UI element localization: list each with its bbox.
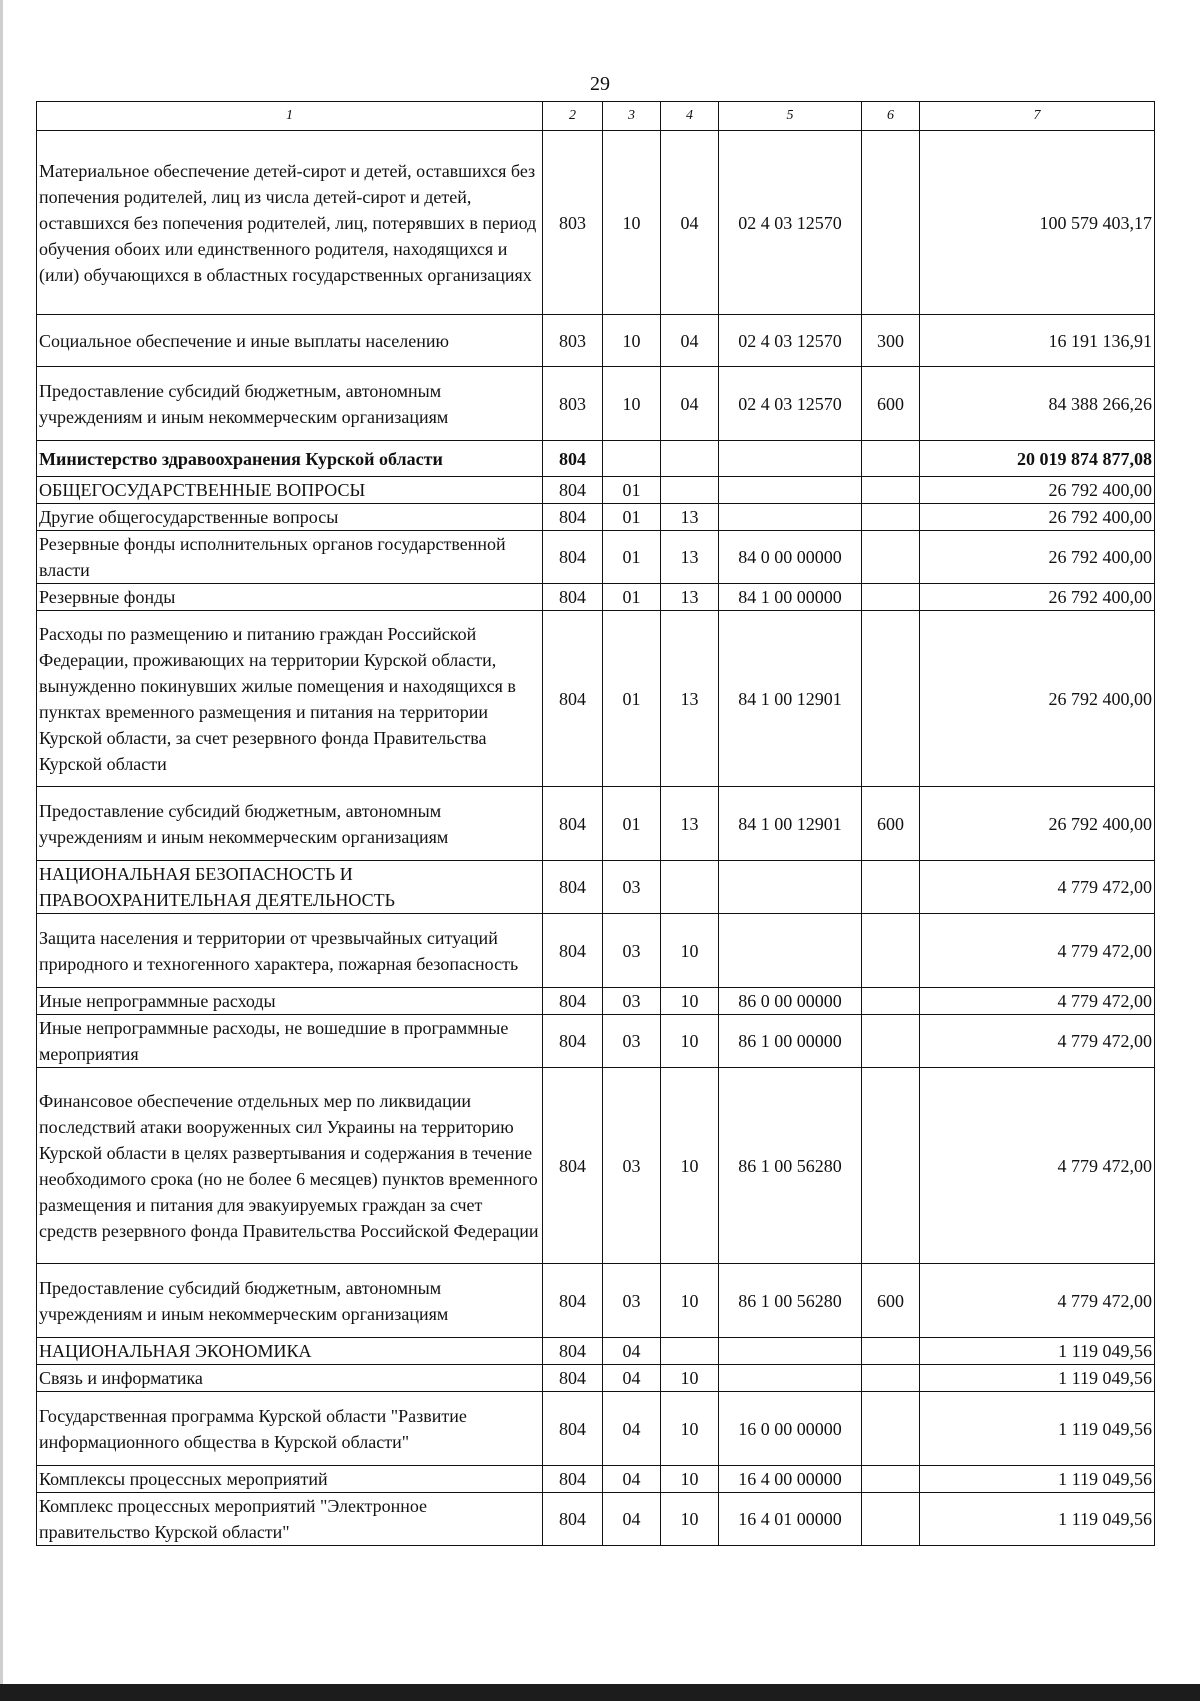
row-expense-type-cell xyxy=(862,1068,920,1264)
row-amount-cell: 100 579 403,17 xyxy=(920,131,1155,315)
row-name-cell: Иные непрограммные расходы xyxy=(37,988,543,1015)
row-gov-code-cell: 804 xyxy=(543,1466,603,1493)
row-section-cell: 03 xyxy=(603,861,661,914)
row-amount-cell: 16 191 136,91 xyxy=(920,315,1155,367)
row-gov-code-cell: 804 xyxy=(543,1365,603,1392)
row-expense-type-cell xyxy=(862,1015,920,1068)
row-target-article-cell: 16 4 01 00000 xyxy=(719,1493,862,1546)
row-name-cell: Государственная программа Курской области "Развитие информационного общества в Курской области" xyxy=(37,1392,543,1466)
header-col-1: 1 xyxy=(37,102,543,131)
row-subsection-cell: 10 xyxy=(661,1015,719,1068)
row-target-article-cell xyxy=(719,441,862,477)
row-name-cell: Министерство здравоохранения Курской области xyxy=(37,441,543,477)
row-target-article-cell xyxy=(719,914,862,988)
row-name-cell: НАЦИОНАЛЬНАЯ ЭКОНОМИКА xyxy=(37,1338,543,1365)
row-expense-type-cell xyxy=(862,1493,920,1546)
row-expense-type-cell xyxy=(862,504,920,531)
row-name-cell: Социальное обеспечение и иные выплаты населению xyxy=(37,315,543,367)
row-target-article-cell: 86 1 00 56280 xyxy=(719,1068,862,1264)
row-subsection-cell xyxy=(661,861,719,914)
row-expense-type-cell xyxy=(862,131,920,315)
row-amount-cell: 4 779 472,00 xyxy=(920,1015,1155,1068)
row-target-article-cell: 84 1 00 12901 xyxy=(719,611,862,787)
row-target-article-cell: 02 4 03 12570 xyxy=(719,131,862,315)
row-name-cell: Предоставление субсидий бюджетным, автономным учреждениям и иным некоммерческим организациям xyxy=(37,367,543,441)
row-gov-code-cell: 804 xyxy=(543,531,603,584)
row-amount-cell: 20 019 874 877,08 xyxy=(920,441,1155,477)
row-subsection-cell xyxy=(661,1338,719,1365)
row-subsection-cell: 10 xyxy=(661,1068,719,1264)
row-subsection-cell: 04 xyxy=(661,367,719,441)
header-row xyxy=(37,102,1155,131)
table-row xyxy=(37,988,1155,1015)
row-subsection-cell: 10 xyxy=(661,1392,719,1466)
row-name-cell: Финансовое обеспечение отдельных мер по ликвидации последствий атаки вооруженных сил Украины на территорию Курской области в целях развертывания и содержания в течение необходимого срока (но не более 6 месяцев) пунктов временного размещения и питания для эвакуируемых граждан за счет средств резервного фонда Правительства Российской Федерации xyxy=(37,1068,543,1264)
row-section-cell: 10 xyxy=(603,131,661,315)
row-section-cell: 10 xyxy=(603,315,661,367)
table-row xyxy=(37,131,1155,315)
row-gov-code-cell: 803 xyxy=(543,131,603,315)
row-amount-cell: 1 119 049,56 xyxy=(920,1392,1155,1466)
row-amount-cell: 1 119 049,56 xyxy=(920,1338,1155,1365)
table-row xyxy=(37,611,1155,787)
row-amount-cell: 1 119 049,56 xyxy=(920,1493,1155,1546)
row-gov-code-cell: 804 xyxy=(543,1015,603,1068)
row-gov-code-cell: 804 xyxy=(543,988,603,1015)
table-row xyxy=(37,1015,1155,1068)
row-amount-cell: 26 792 400,00 xyxy=(920,531,1155,584)
table-row xyxy=(37,584,1155,611)
row-section-cell xyxy=(603,441,661,477)
row-amount-cell: 4 779 472,00 xyxy=(920,1068,1155,1264)
row-name-cell: Связь и информатика xyxy=(37,1365,543,1392)
row-subsection-cell: 13 xyxy=(661,504,719,531)
row-amount-cell: 26 792 400,00 xyxy=(920,504,1155,531)
header-col-3: 3 xyxy=(603,102,661,131)
row-section-cell: 01 xyxy=(603,531,661,584)
row-subsection-cell: 13 xyxy=(661,531,719,584)
row-target-article-cell: 86 0 00 00000 xyxy=(719,988,862,1015)
row-name-cell: Материальное обеспечение детей-сирот и детей, оставшихся без попечения родителей, лиц из числа детей-сирот и детей, оставшихся без попечения родителей, лиц, потерявших в период обучения обоих или единственного родителя, находящихся и (или) обучающихся в областных государственных организациях xyxy=(37,131,543,315)
row-section-cell: 03 xyxy=(603,1264,661,1338)
header-col-2: 2 xyxy=(543,102,603,131)
table-row xyxy=(37,367,1155,441)
header-col-5: 5 xyxy=(719,102,862,131)
row-gov-code-cell: 803 xyxy=(543,315,603,367)
row-section-cell: 01 xyxy=(603,787,661,861)
row-expense-type-cell xyxy=(862,1392,920,1466)
table-row xyxy=(37,1466,1155,1493)
table-row xyxy=(37,504,1155,531)
row-name-cell: Предоставление субсидий бюджетным, автономным учреждениям и иным некоммерческим организациям xyxy=(37,1264,543,1338)
row-expense-type-cell: 600 xyxy=(862,367,920,441)
page-number: 29 xyxy=(590,73,610,95)
row-target-article-cell: 02 4 03 12570 xyxy=(719,315,862,367)
row-expense-type-cell xyxy=(862,1466,920,1493)
row-name-cell: Предоставление субсидий бюджетным, автономным учреждениям и иным некоммерческим организациям xyxy=(37,787,543,861)
row-target-article-cell xyxy=(719,504,862,531)
row-gov-code-cell: 804 xyxy=(543,914,603,988)
row-amount-cell: 4 779 472,00 xyxy=(920,1264,1155,1338)
row-target-article-cell: 84 1 00 00000 xyxy=(719,584,862,611)
table-row xyxy=(37,914,1155,988)
table-row xyxy=(37,477,1155,504)
row-gov-code-cell: 804 xyxy=(543,504,603,531)
row-name-cell: Резервные фонды исполнительных органов государственной власти xyxy=(37,531,543,584)
table-row xyxy=(37,1365,1155,1392)
row-section-cell: 03 xyxy=(603,1068,661,1264)
row-section-cell: 03 xyxy=(603,1015,661,1068)
row-name-cell: НАЦИОНАЛЬНАЯ БЕЗОПАСНОСТЬ И ПРАВООХРАНИТЕЛЬНАЯ ДЕЯТЕЛЬНОСТЬ xyxy=(37,861,543,914)
scan-edge-bottom xyxy=(0,1684,1200,1701)
row-expense-type-cell: 600 xyxy=(862,1264,920,1338)
table-row xyxy=(37,1392,1155,1466)
row-expense-type-cell xyxy=(862,441,920,477)
row-name-cell: Комплекс процессных мероприятий "Электронное правительство Курской области" xyxy=(37,1493,543,1546)
row-gov-code-cell: 804 xyxy=(543,787,603,861)
row-section-cell: 04 xyxy=(603,1466,661,1493)
row-target-article-cell xyxy=(719,477,862,504)
row-expense-type-cell xyxy=(862,914,920,988)
row-gov-code-cell: 804 xyxy=(543,861,603,914)
scan-edge-left xyxy=(0,0,3,1701)
row-amount-cell: 26 792 400,00 xyxy=(920,584,1155,611)
row-target-article-cell: 02 4 03 12570 xyxy=(719,367,862,441)
row-target-article-cell: 16 0 00 00000 xyxy=(719,1392,862,1466)
row-amount-cell: 4 779 472,00 xyxy=(920,988,1155,1015)
row-gov-code-cell: 803 xyxy=(543,367,603,441)
row-amount-cell: 1 119 049,56 xyxy=(920,1365,1155,1392)
row-section-cell: 01 xyxy=(603,611,661,787)
row-gov-code-cell: 804 xyxy=(543,1392,603,1466)
row-expense-type-cell xyxy=(862,861,920,914)
row-section-cell: 01 xyxy=(603,477,661,504)
row-name-cell: Другие общегосударственные вопросы xyxy=(37,504,543,531)
header-col-6: 6 xyxy=(862,102,920,131)
row-target-article-cell: 84 1 00 12901 xyxy=(719,787,862,861)
row-subsection-cell: 10 xyxy=(661,1466,719,1493)
budget-table xyxy=(36,101,1155,1546)
row-expense-type-cell: 300 xyxy=(862,315,920,367)
row-subsection-cell: 04 xyxy=(661,315,719,367)
row-section-cell: 04 xyxy=(603,1365,661,1392)
row-subsection-cell: 10 xyxy=(661,1365,719,1392)
row-subsection-cell xyxy=(661,441,719,477)
row-section-cell: 04 xyxy=(603,1392,661,1466)
table-row xyxy=(37,441,1155,477)
row-subsection-cell: 10 xyxy=(661,1264,719,1338)
table-row xyxy=(37,861,1155,914)
row-gov-code-cell: 804 xyxy=(543,611,603,787)
row-amount-cell: 26 792 400,00 xyxy=(920,477,1155,504)
row-amount-cell: 4 779 472,00 xyxy=(920,861,1155,914)
row-subsection-cell: 10 xyxy=(661,988,719,1015)
row-subsection-cell: 10 xyxy=(661,1493,719,1546)
row-expense-type-cell xyxy=(862,477,920,504)
row-gov-code-cell: 804 xyxy=(543,584,603,611)
table-row xyxy=(37,1338,1155,1365)
row-section-cell: 04 xyxy=(603,1338,661,1365)
row-target-article-cell: 16 4 00 00000 xyxy=(719,1466,862,1493)
table-row xyxy=(37,1264,1155,1338)
row-target-article-cell xyxy=(719,1338,862,1365)
header-col-4: 4 xyxy=(661,102,719,131)
row-expense-type-cell xyxy=(862,988,920,1015)
row-section-cell: 10 xyxy=(603,367,661,441)
row-section-cell: 01 xyxy=(603,504,661,531)
row-subsection-cell xyxy=(661,477,719,504)
row-name-cell: Комплексы процессных мероприятий xyxy=(37,1466,543,1493)
row-section-cell: 03 xyxy=(603,914,661,988)
row-expense-type-cell xyxy=(862,611,920,787)
row-name-cell: Резервные фонды xyxy=(37,584,543,611)
row-subsection-cell: 13 xyxy=(661,787,719,861)
row-expense-type-cell: 600 xyxy=(862,787,920,861)
row-gov-code-cell: 804 xyxy=(543,1068,603,1264)
row-gov-code-cell: 804 xyxy=(543,477,603,504)
table-row xyxy=(37,315,1155,367)
header-col-7: 7 xyxy=(920,102,1155,131)
row-gov-code-cell: 804 xyxy=(543,1493,603,1546)
table-body xyxy=(37,131,1155,1546)
row-target-article-cell: 84 0 00 00000 xyxy=(719,531,862,584)
row-expense-type-cell xyxy=(862,1365,920,1392)
row-section-cell: 01 xyxy=(603,584,661,611)
table-row xyxy=(37,531,1155,584)
row-gov-code-cell: 804 xyxy=(543,1264,603,1338)
table-row xyxy=(37,1068,1155,1264)
row-amount-cell: 4 779 472,00 xyxy=(920,914,1155,988)
row-expense-type-cell xyxy=(862,1338,920,1365)
row-gov-code-cell: 804 xyxy=(543,1338,603,1365)
row-name-cell: Защита населения и территории от чрезвычайных ситуаций природного и техногенного характера, пожарная безопасность xyxy=(37,914,543,988)
row-expense-type-cell xyxy=(862,531,920,584)
row-subsection-cell: 10 xyxy=(661,914,719,988)
row-amount-cell: 84 388 266,26 xyxy=(920,367,1155,441)
row-gov-code-cell: 804 xyxy=(543,441,603,477)
row-target-article-cell xyxy=(719,861,862,914)
row-amount-cell: 26 792 400,00 xyxy=(920,611,1155,787)
row-name-cell: ОБЩЕГОСУДАРСТВЕННЫЕ ВОПРОСЫ xyxy=(37,477,543,504)
row-subsection-cell: 13 xyxy=(661,611,719,787)
table-row xyxy=(37,787,1155,861)
row-subsection-cell: 13 xyxy=(661,584,719,611)
row-name-cell: Иные непрограммные расходы, не вошедшие в программные мероприятия xyxy=(37,1015,543,1068)
row-name-cell: Расходы по размещению и питанию граждан Российской Федерации, проживающих на территории Курской области, вынужденно покинувших жилые помещения и находящихся в пунктах временного размещения и питания на территории Курской области, за счет резервного фонда Правительства Курской области xyxy=(37,611,543,787)
table-row xyxy=(37,1493,1155,1546)
row-amount-cell: 1 119 049,56 xyxy=(920,1466,1155,1493)
row-amount-cell: 26 792 400,00 xyxy=(920,787,1155,861)
row-section-cell: 04 xyxy=(603,1493,661,1546)
row-section-cell: 03 xyxy=(603,988,661,1015)
row-target-article-cell xyxy=(719,1365,862,1392)
row-target-article-cell: 86 1 00 56280 xyxy=(719,1264,862,1338)
row-target-article-cell: 86 1 00 00000 xyxy=(719,1015,862,1068)
row-subsection-cell: 04 xyxy=(661,131,719,315)
row-expense-type-cell xyxy=(862,584,920,611)
